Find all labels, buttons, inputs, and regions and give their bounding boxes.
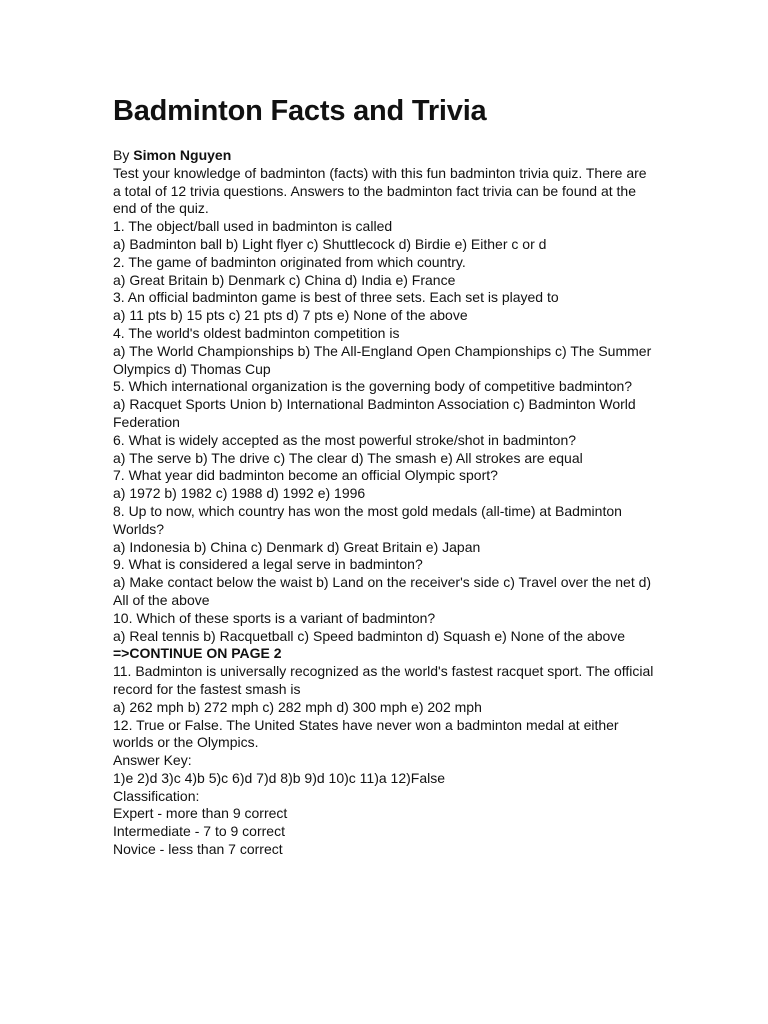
question-options: a) The serve b) The drive c) The clear d) The smash e) All strokes are equal bbox=[113, 449, 583, 466]
question-text: 2. The game of badminton originated from which country. bbox=[113, 253, 466, 270]
question-options: a) 11 pts b) 15 pts c) 21 pts d) 7 pts e) None of the above bbox=[113, 307, 468, 324]
intro-paragraph: Test your knowledge of badminton (facts) with this fun badminton trivia quiz. There are a total of 12 trivia questions. Answers to the badminton fact trivia can be found at the end of the quiz. bbox=[113, 164, 647, 217]
question-options: a) 262 mph b) 272 mph c) 282 mph d) 300 mph e) 202 mph bbox=[113, 698, 482, 715]
question-options: a) The World Championships b) The All-England Open Championships c) The Summer Olympics d) Thomas Cup bbox=[113, 342, 652, 377]
question-options: a) Racquet Sports Union b) International Badminton Association c) Badminton World Federation bbox=[113, 396, 636, 430]
question-text: 8. Up to now, which country has won the most gold medals (all-time) at Badminton Worlds? bbox=[113, 502, 622, 537]
classification-item: Intermediate - 7 to 9 correct bbox=[113, 823, 285, 840]
byline-prefix: By bbox=[113, 147, 134, 163]
question-text: 9. What is considered a legal serve in badminton? bbox=[113, 556, 423, 573]
document-title: Badminton Facts and Trivia bbox=[113, 95, 487, 127]
question-text: 5. Which international organization is the governing body of competitive badminton? bbox=[113, 378, 633, 395]
question-text: 6. What is widely accepted as the most powerful stroke/shot in badminton? bbox=[113, 431, 577, 448]
question-options: a) Great Britain b) Denmark c) China d) India e) France bbox=[113, 271, 456, 288]
question-text: 12. True or False. The United States have never won a badminton medal at either worlds or the Olympics. bbox=[113, 716, 619, 751]
author-name: Simon Nguyen bbox=[133, 147, 232, 163]
classification-label: Classification: bbox=[113, 787, 200, 804]
answer-key-label: Answer Key: bbox=[113, 752, 192, 769]
document-body bbox=[113, 147, 658, 859]
question-text: 10. Which of these sports is a variant of badminton? bbox=[113, 609, 436, 626]
byline bbox=[113, 147, 658, 165]
question-options: a) Real tennis b) Racquetball c) Speed badminton d) Squash e) None of the above bbox=[113, 627, 626, 644]
question-options: a) 1972 b) 1982 c) 1988 d) 1992 e) 1996 bbox=[113, 485, 366, 502]
document-page bbox=[113, 92, 658, 859]
continue-note: =>CONTINUE ON PAGE 2 bbox=[113, 645, 282, 662]
question-text: 7. What year did badminton become an official Olympic sport? bbox=[113, 467, 498, 484]
classification-item: Novice - less than 7 correct bbox=[113, 841, 283, 858]
question-options: a) Make contact below the waist b) Land on the receiver's side c) Travel over the net d) All of the above bbox=[113, 574, 652, 608]
question-text: 11. Badminton is universally recognized as the world's fastest racquet sport. The official record for the fastest smash is bbox=[113, 663, 654, 697]
question-text: 1. The object/ball used in badminton is called bbox=[113, 218, 393, 235]
question-options: a) Badminton ball b) Light flyer c) Shuttlecock d) Birdie e) Either c or d bbox=[113, 235, 547, 252]
answer-key: 1)e 2)d 3)c 4)b 5)c 6)d 7)d 8)b 9)d 10)c 11)a 12)False bbox=[113, 769, 446, 786]
question-text: 4. The world's oldest badminton competition is bbox=[113, 324, 400, 341]
question-options: a) Indonesia b) China c) Denmark d) Great Britain e) Japan bbox=[113, 538, 481, 555]
question-text: 3. An official badminton game is best of three sets. Each set is played to bbox=[113, 289, 559, 306]
classification-item: Expert - more than 9 correct bbox=[113, 805, 288, 822]
